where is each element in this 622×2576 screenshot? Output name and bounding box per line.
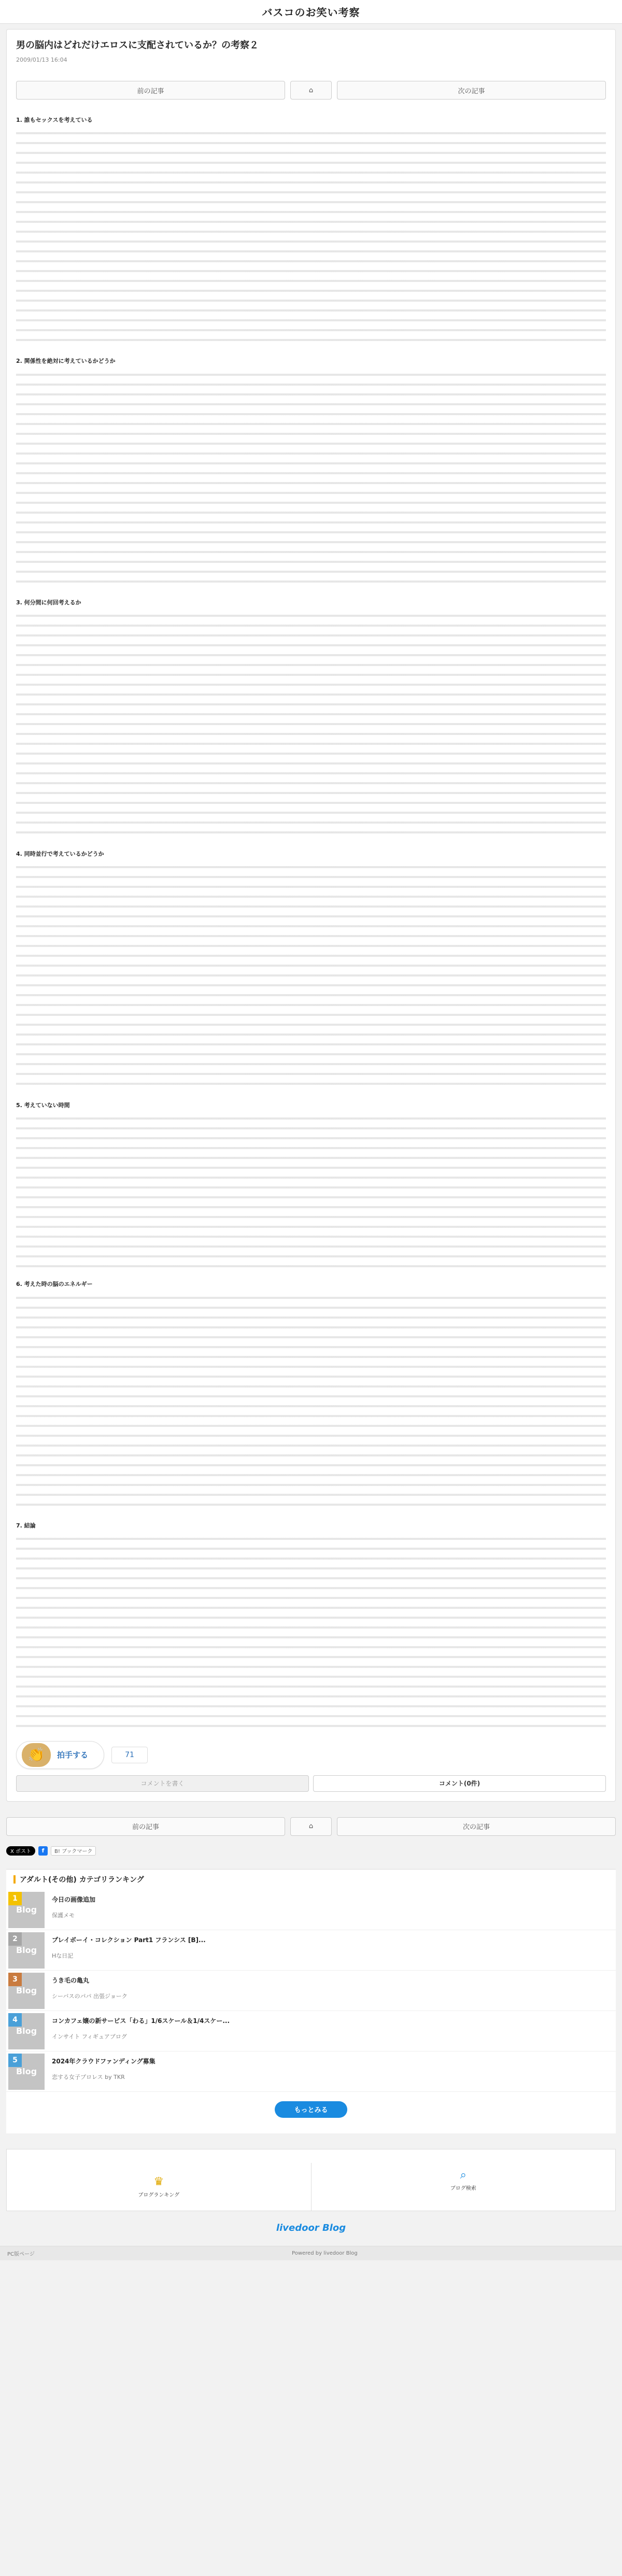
clap-row	[16, 1741, 606, 1769]
prev-article-button[interactable]: 前の記事	[6, 1817, 285, 1836]
section-heading: 7. 結論	[16, 1522, 36, 1529]
blog-ranking-label: ブログランキング	[138, 2192, 180, 2198]
site-header	[0, 0, 622, 24]
thumbnail-label: Blog	[16, 1986, 37, 1996]
clap-hands-icon: 👏	[22, 1743, 51, 1767]
blog-thumbnail	[8, 1973, 45, 2009]
thumbnail-label: Blog	[16, 2067, 37, 2077]
rank-title[interactable]: プレイボーイ・コレクション Part1 フランシス [B]...	[52, 1936, 206, 1944]
blog-search-link[interactable]	[312, 2149, 616, 2211]
footer-links	[6, 2149, 616, 2211]
ranking-item[interactable]	[6, 1930, 616, 1971]
thumbnail-label: Blog	[16, 1945, 37, 1956]
article-text-block	[16, 863, 606, 1091]
view-comments-button[interactable]: コメント(0件)	[313, 1775, 606, 1792]
article-text-block	[16, 612, 606, 840]
site-title[interactable]: バスコのお笑い考察	[262, 6, 360, 19]
rank-blog-name[interactable]: 保護メモ	[52, 1912, 75, 1919]
home-button[interactable]	[290, 81, 332, 100]
facebook-share-button[interactable]: f	[38, 1846, 48, 1856]
ranking-heading	[6, 1869, 616, 1890]
main-wrap	[6, 29, 616, 2233]
blog-thumbnail	[8, 2054, 45, 2090]
search-icon: ⌕	[460, 2168, 466, 2182]
rank-title[interactable]: 2024年クラウドファンディング募集	[52, 2057, 156, 2065]
article-text-block	[16, 129, 606, 347]
next-article-button[interactable]: 次の記事	[337, 81, 606, 100]
livedoor-logo[interactable]: livedoor Blog	[276, 2222, 346, 2233]
rank-info	[47, 2051, 161, 2091]
rank-blog-name[interactable]: 恋する女子プロレス by TKR	[52, 2073, 125, 2080]
rank-title[interactable]: コンカフェ嬢の新サービス「わる」1/6スケール＆1/4スケー...	[52, 2017, 230, 2025]
prev-article-button[interactable]: 前の記事	[16, 81, 285, 100]
rank-number: 1	[8, 1892, 22, 1905]
write-comment-button[interactable]: コメントを書く	[16, 1775, 309, 1792]
article-card	[6, 29, 616, 1802]
blog-thumbnail	[8, 1892, 45, 1928]
rank-title[interactable]: うき毛の亀丸	[52, 1976, 90, 1984]
clap-button[interactable]	[16, 1741, 104, 1769]
blog-thumbnail	[8, 2013, 45, 2049]
article-title: 男の脳内はどれだけエロスに支配されているか？の考察２	[16, 40, 259, 51]
ranking-item[interactable]	[6, 2051, 616, 2092]
rank-blog-name[interactable]: Hな日記	[52, 1952, 74, 1959]
rank-number: 5	[8, 2054, 22, 2067]
section-heading: 6. 考えた時の脳のエネルギー	[16, 1281, 93, 1288]
thumbnail-label: Blog	[16, 1905, 37, 1915]
section-heading: 4. 同時並行で考えているかどうか	[16, 850, 104, 857]
ranking-heading-text: アダルト(その他) カテゴリランキング	[20, 1876, 144, 1885]
section-heading: 2. 関係性を絶対に考えているかどうか	[16, 358, 116, 365]
pc-version-link[interactable]: PC版ページ	[7, 2251, 35, 2257]
clap-label: 拍手する	[57, 1750, 89, 1760]
rank-info	[47, 1930, 211, 1970]
next-article-button[interactable]: 次の記事	[337, 1817, 616, 1836]
rank-number: 2	[8, 1932, 22, 1946]
blog-search-label: ブログ検索	[450, 2185, 476, 2191]
rank-info	[47, 2011, 235, 2051]
share-row	[6, 1846, 616, 1856]
home-icon: ⌂	[308, 86, 314, 94]
ranking-item[interactable]	[6, 1971, 616, 2011]
rank-info	[47, 1890, 101, 1930]
category-ranking	[6, 1869, 616, 2133]
more-button[interactable]: もっとみる	[275, 2101, 347, 2118]
ranking-item[interactable]	[6, 1890, 616, 1930]
ranking-item[interactable]	[6, 2011, 616, 2051]
rank-blog-name[interactable]: インサイト フィギュアブログ	[52, 2033, 127, 2040]
thumbnail-label: Blog	[16, 2026, 37, 2036]
home-button[interactable]	[290, 1817, 332, 1836]
section-heading: 1. 誰もセックスを考えている	[16, 117, 93, 123]
article-date: 2009/01/13 16:04	[16, 56, 67, 63]
more-wrap	[6, 2092, 616, 2133]
blog-ranking-link[interactable]	[7, 2163, 312, 2211]
article-text-block	[16, 1294, 606, 1511]
pager-top	[16, 81, 606, 100]
rank-blog-name[interactable]: シーバスのパパ 出張ジョーク	[52, 1992, 128, 2000]
heading-accent-bar	[13, 1875, 16, 1884]
blog-thumbnail	[8, 1932, 45, 1969]
article-text-block	[16, 1535, 606, 1732]
rank-number: 4	[8, 2013, 22, 2027]
rank-title[interactable]: 今日の画像追加	[52, 1895, 96, 1903]
article-text-block	[16, 1114, 606, 1270]
section-heading: 5. 考えていない時間	[16, 1102, 70, 1109]
rank-info	[47, 1971, 133, 2011]
hatena-bookmark-button[interactable]: B! ブックマーク	[51, 1846, 96, 1856]
section-heading: 3. 何分間に何回考えるか	[16, 599, 81, 606]
rank-number: 3	[8, 1973, 22, 1986]
crown-icon: ♛	[153, 2175, 164, 2188]
pager-bottom	[6, 1817, 616, 1836]
powered-by: Powered by livedoor Blog	[292, 2250, 358, 2256]
article-body	[16, 115, 606, 1732]
clap-count: 71	[111, 1747, 148, 1763]
article-text-block	[16, 371, 606, 588]
x-share-button[interactable]: X ポスト	[6, 1846, 35, 1856]
home-icon: ⌂	[308, 1822, 314, 1831]
bottom-bar	[0, 2246, 622, 2260]
ranking-list	[6, 1890, 616, 2092]
comment-row	[16, 1775, 606, 1792]
